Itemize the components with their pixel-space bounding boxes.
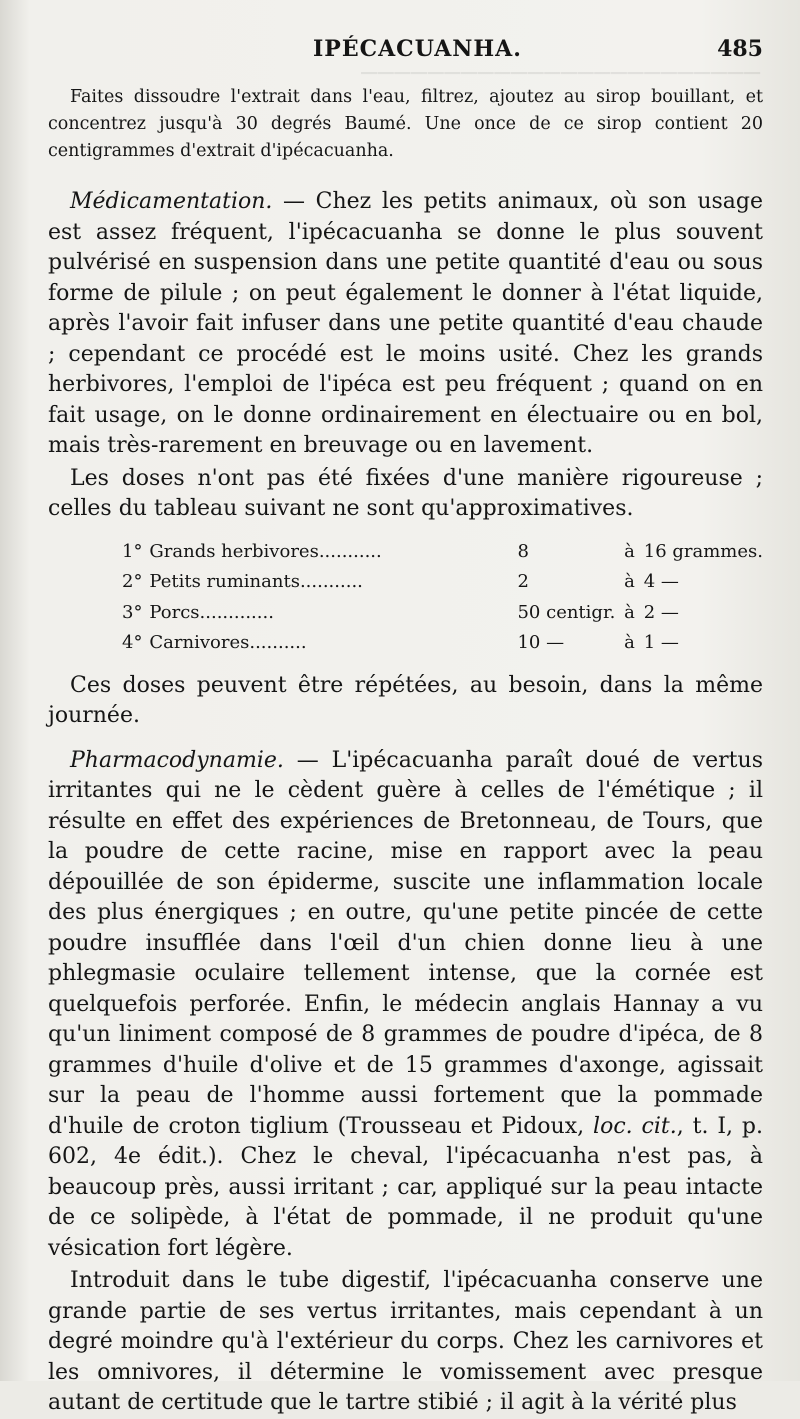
leader-dots: ........... xyxy=(299,571,363,592)
doses-table xyxy=(122,537,763,659)
recipe-paragraph: Faites dissoudre l'extrait dans l'eau, filtrez, ajoutez au sirop bouillant, et concentrez jusqu'à 30 degrés Baumé. Une once de ce sirop contient 20 centigrammes d'extrait d'ipécacuanha. xyxy=(48,87,763,161)
main-text xyxy=(48,187,763,1419)
dose-label-cell xyxy=(149,628,517,659)
dose-label-cell xyxy=(149,567,517,598)
table-row xyxy=(122,598,763,629)
medicamentation-text: — Chez les petits animaux, où son usage est assez fréquent, l'ipécacuanha se donne le plus souvent pulvérisé en suspension dans une petite quantité d'eau ou sous forme de pilule ; on peut également le donner à l'état liquide, après l'avoir fait infuser dans une petite quantité d'eau chaude ; cependant ce procédé est le moins usité. Chez les grands herbivores, l'emploi de l'ipéca est peu fréquent ; quand on en fait usage, on le donne ordinairement en électuaire ou en bol, mais très-rarement en breuvage ou en lavement. xyxy=(48,189,763,458)
medicamentation-paragraph xyxy=(48,187,763,462)
recipe-note xyxy=(48,84,763,165)
citation: loc. cit. xyxy=(593,1113,677,1139)
leader-dots: ........... xyxy=(318,540,382,562)
table-row xyxy=(122,567,763,598)
dose-label-cell xyxy=(149,537,517,568)
dose-from: 8 xyxy=(517,540,529,562)
show-through-text: ──────────────────────── xyxy=(360,59,760,89)
dose-number: 4° xyxy=(122,632,143,653)
dose-number: 2° xyxy=(122,571,143,592)
doses-after-paragraph: Ces doses peuvent être répétées, au besoin, dans la même journée. xyxy=(48,672,763,728)
section-heading-pharmacodynamie: Pharmacodynamie. xyxy=(70,747,284,773)
running-title: IPÉCACUANHA. xyxy=(313,36,522,62)
dose-label: Grands herbivores xyxy=(149,540,319,562)
dose-number: 3° xyxy=(122,601,143,623)
dose-to: 4 — xyxy=(643,571,679,592)
leader-dots: ............. xyxy=(199,601,274,623)
pharmacodynamie-text-2: , t. I, p. 602, 4e édit.). Chez le cheval, l'ipécacuanha n'est pas, à beaucoup près, aussi irritant ; car, appliqué sur la peau intacte de ce solipède, à l'état de pommade, il ne produit qu'une vésication fort légère. xyxy=(48,1113,763,1261)
running-header xyxy=(48,30,763,78)
dose-sep: à xyxy=(624,571,635,592)
dose-label: Porcs xyxy=(149,601,200,623)
table-row xyxy=(122,537,763,568)
dose-label: Petits ruminants xyxy=(149,571,300,592)
dose-sep: à xyxy=(624,540,635,562)
table-row xyxy=(122,628,763,659)
dose-to: 1 — xyxy=(643,632,679,653)
leader-dots: .......... xyxy=(249,632,307,653)
dose-number: 1° xyxy=(122,540,143,562)
pharmacodynamie-text-1: — L'ipécacuanha paraît doué de vertus irritantes qui ne le cèdent guère à celles de l'émétique ; il résulte en effet des expériences de Bretonneau, de Tours, que la poudre de cette racine, mise en rapport avec la peau dépouillée de son épiderme, suscite une inflammation locale des plus énergiques ; en outre, qu'une petite pincée de cette poudre insufflée dans l'œil d'un chien donne lieu à une phlegmasie oculaire tellement intense, que la cornée est quelquefois perforée. Enfin, le médecin anglais Hannay a vu qu'un liniment composé de 8 grammes de poudre d'ipéca, de 8 grammes d'huile d'olive et de 15 grammes d'axonge, agissait sur la peau de l'homme aussi fortement que la pommade d'huile de croton tiglium (Trousseau et Pidoux, xyxy=(48,747,763,1139)
dose-from: 50 centigr. xyxy=(517,601,616,623)
section-heading-medicamentation: Médicamentation. xyxy=(70,189,273,214)
dose-sep: à xyxy=(624,632,635,653)
doses-intro-paragraph: Les doses n'ont pas été fixées d'une manière rigoureuse ; celles du tableau suivant ne sont qu'approximatives. xyxy=(48,465,763,521)
dose-to: 16 grammes. xyxy=(643,540,763,562)
page-content xyxy=(48,30,763,1419)
dose-label: Carnivores xyxy=(149,632,250,653)
pharmacodynamie-paragraph xyxy=(48,746,763,1265)
page-number: 485 xyxy=(717,36,763,62)
dose-from: 10 — xyxy=(517,632,565,653)
dose-label-cell xyxy=(149,598,517,629)
dose-to: 2 — xyxy=(643,601,679,623)
digestif-paragraph: Introduit dans le tube digestif, l'ipécacuanha conserve une grande partie de ses vertus irritantes, mais cependant à un degré moindre qu'à l'extérieur du corps. Chez les carnivores et les omnivores, il détermine le vomissement avec presque autant de certitude que le tartre stibié ; il agit à la vérité plus xyxy=(48,1268,763,1415)
dose-from: 2 xyxy=(517,571,529,592)
dose-sep: à xyxy=(624,601,635,623)
